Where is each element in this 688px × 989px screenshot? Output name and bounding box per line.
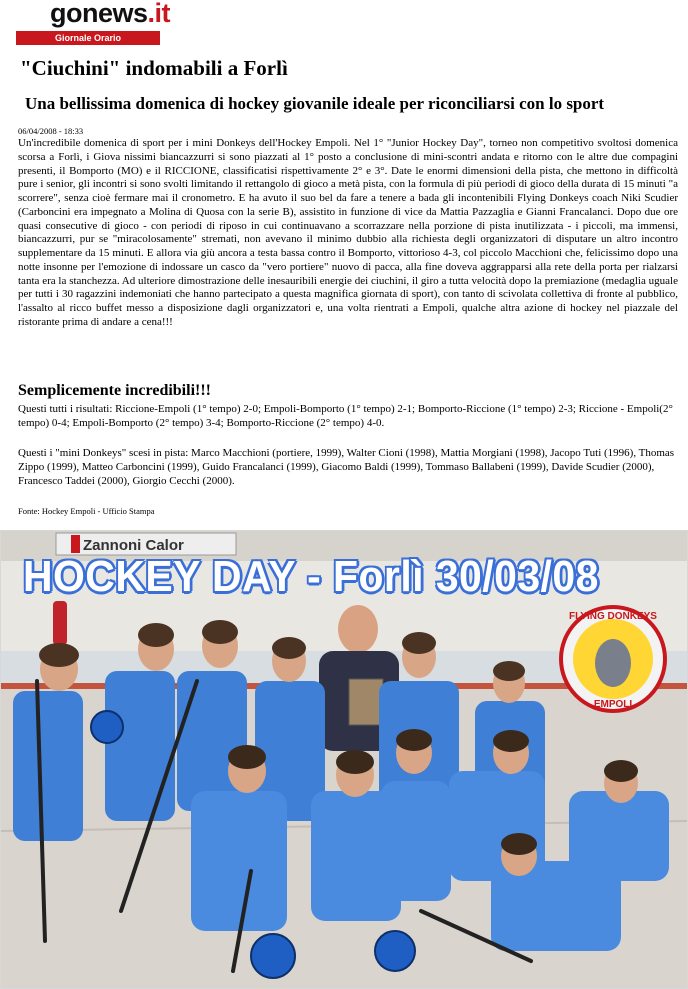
site-logo[interactable] xyxy=(16,0,188,46)
team-photo xyxy=(0,530,688,989)
badge-text-top: FLYING DONKEYS xyxy=(569,611,657,622)
players-paragraph: Questi i "mini Donkeys" scesi in pista: Marco Macchioni (portiere, 1999), Walter Cioni (1998), Mattia Morgiani (1998), Jacopo Tuti (1996), Thomas Zippo (1999), Matteo Carboncini (1999), Guido Francalanci (1999), Giacomo Baldi (1999), Tommaso Ballabeni (1999), Davide Scudier (2000), Francesco Taddei (2000), Giorgio Cecchi (2000). xyxy=(18,447,675,487)
banner-text: Zannoni Calor xyxy=(83,537,184,554)
article-body xyxy=(18,137,678,330)
logo-wordmark: gonews.it xyxy=(50,0,171,28)
article-datetime: 06/04/2008 - 18:33 xyxy=(18,126,84,136)
photo-caption: HOCKEY DAY - Forlì 30/03/08 xyxy=(23,552,599,601)
logo-tagline: Giornale Orario xyxy=(54,33,122,43)
article-body-text: Un'incredibile domenica di sport per i mini Donkeys dell'Hockey Empoli. Nel 1° "Junior Hockey Day", torneo non competitivo svoltosi domenica scorsa a Forlì, i Giova nissimi biancazzurri si sono piazzati al 1° posto a conclusione di mini-scontri andata e ritorno con le altre due compagini presenti, il Bomporto (MO) e il RICCIONE, classificatisi rispettivamente 2° e 3°. Date le enormi dimensioni della pista, che mettono in difficoltà pure i senior, gli incontri si sono svolti limitando il rettangolo di gioco a metà pista, con la formula di più periodi di gioco della durata di 15 minuti "a scorrere", senza cioè fermare mai il cronometro. E ha avuto il suo bel da fare a tenere a bada gli incontenibili Flying Donkeys coach Niki Scudier (Carboncini era impegnato a Molina di Quosa con la serie B), assistito in funzione di vice da Mattia Pazzaglia e Gianni Francalanci. Dopo due ore quasi consecutive di gioco - con periodi di riposo in cui continuavano a scorrazzare nella porzione di pista inutilizzata - i piccoli, ma immensi, biancazzurri, pur se "miracolosamente" stremati, non avevano il minimo dubbio alla richiesta degli organizzatori di disputare un altro incontro supplementare da 15 minuti. E allora via giù ancora a testa bassa contro il Bomporto, vittorioso 4-3, col piccolo Macchioni che, felicissimo dopo una notte insonne per l'emozione di indossare un casco da "vero portiere" nuovo di pacca, alla fine doveva aggrapparsi alla rete della porta per rialzarsi tanta era la stanchezza. Ad ulteriore dimostrazione delle inesauribili energie dei ciuchini, il giro a tutta velocità dopo la premiazione (medaglia uguale per tutti i 30 ragazzini indemoniati che hanno partecipato a questa magnifica giornata di sport), con tanto di scivolata collettiva di fronte al pubblico, l'assalto al ricco buffet messo a disposizione dagli organizzatori e, una volta rientrati a Empoli, qualche altra azione di hockey nel piazzale del ristorante prima di andare a cena!!! xyxy=(18,137,678,328)
article-subtitle: Una bellissima domenica di hockey giovanile ideale per riconciliarsi con lo sport xyxy=(25,94,605,113)
badge-text-bottom: EMPOLI xyxy=(593,699,633,710)
article-title: "Ciuchini" indomabili a Forlì xyxy=(20,56,288,80)
results-paragraph: Questi tutti i risultati: Riccione-Empoli (1° tempo) 2-0; Empoli-Bomporto (1° tempo) 2-1; Bomporto-Riccione (1° tempo) 2-3; Riccione - Empoli(2° tempo) 0-4; Empoli-Bomporto (2° tempo) 3-4; Bomporto-Riccione (2° tempo) 4-0. xyxy=(18,403,673,429)
section-heading: Semplicemente incredibili!!! xyxy=(18,382,211,399)
flying-donkeys-badge xyxy=(561,607,665,711)
article-source: Fonte: Hockey Empoli - Ufficio Stampa xyxy=(18,506,155,516)
